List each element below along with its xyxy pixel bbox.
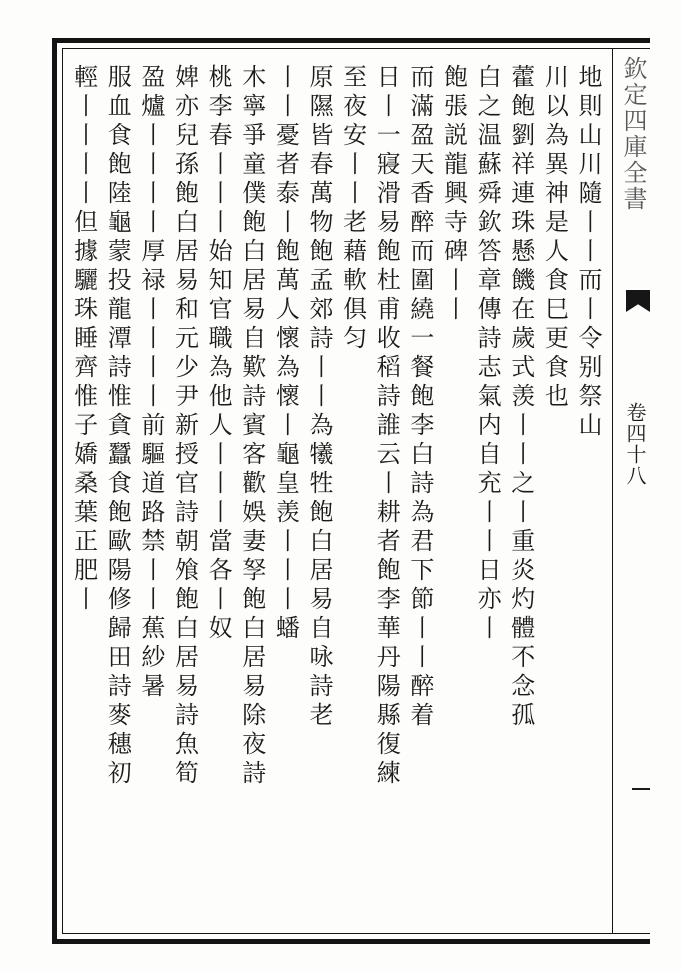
text-body xyxy=(64,50,610,932)
text-column-6: 而滿盈天香醉而圍繞一餐飽李白詩為君下節丨丨醉着 xyxy=(405,64,434,731)
text-column-5: 飽張説龍興寺碑丨丨 xyxy=(439,64,468,325)
text-column-16: 輕丨丨丨丨但據驪珠睡齊惟子嬌桑葉正肥丨 xyxy=(69,64,98,615)
text-column-3: 藿飽劉祥連珠懸饑在歲式羡丨丨之丨重炎灼體不念孤 xyxy=(506,64,535,731)
text-column-11: 木寧爭童僕飽白居易自歎詩賓客歡娛妻孥飽白居易除夜詩 xyxy=(237,64,266,789)
text-column-12: 桃李春丨丨丨始知官職為他人丨丨丨當各丨奴 xyxy=(204,64,233,644)
text-column-14: 盈爐丨丨丨丨厚禄丨丨丨丨前驅道路禁丨丨蕉紗暑 xyxy=(136,64,165,702)
text-column-7: 日丨一寢滑易飽杜甫收稻詩誰云丨耕者飽李華丹陽縣復練 xyxy=(372,64,401,789)
text-column-8: 至夜安丨丨老藉軟俱匀 xyxy=(338,64,367,354)
text-column-15: 服血食飽陸龜蒙投龍潭詩惟貪蠶食飽歐陽修歸田詩麥穗初 xyxy=(103,64,132,789)
text-column-2: 川以為異神是人食巳更食也 xyxy=(540,64,569,412)
text-column-4: 白之温蘇舜欽答章傳詩志氣内自充丨丨日亦丨 xyxy=(473,64,502,644)
text-column-10: 丨丨憂者泰丨飽萬人懷為懷丨龜皇羡丨丨丨蟠 xyxy=(271,64,300,644)
volume-label: 卷四十八 xyxy=(623,402,647,486)
text-column-9: 原隰皆春萬物飽孟郊詩丨丨為犧牲飽白居易自咏詩老 xyxy=(305,64,333,731)
page-divider-mark xyxy=(632,788,650,790)
text-column-1: 地則山川隨丨丨而丨令别祭山 xyxy=(574,64,602,441)
book-title: 欽定四庫全書 xyxy=(619,56,647,212)
text-column-13: 婢亦兒孫飽白居易和元少尹新授官詩朝飧飽白居易詩魚筍 xyxy=(170,64,199,789)
